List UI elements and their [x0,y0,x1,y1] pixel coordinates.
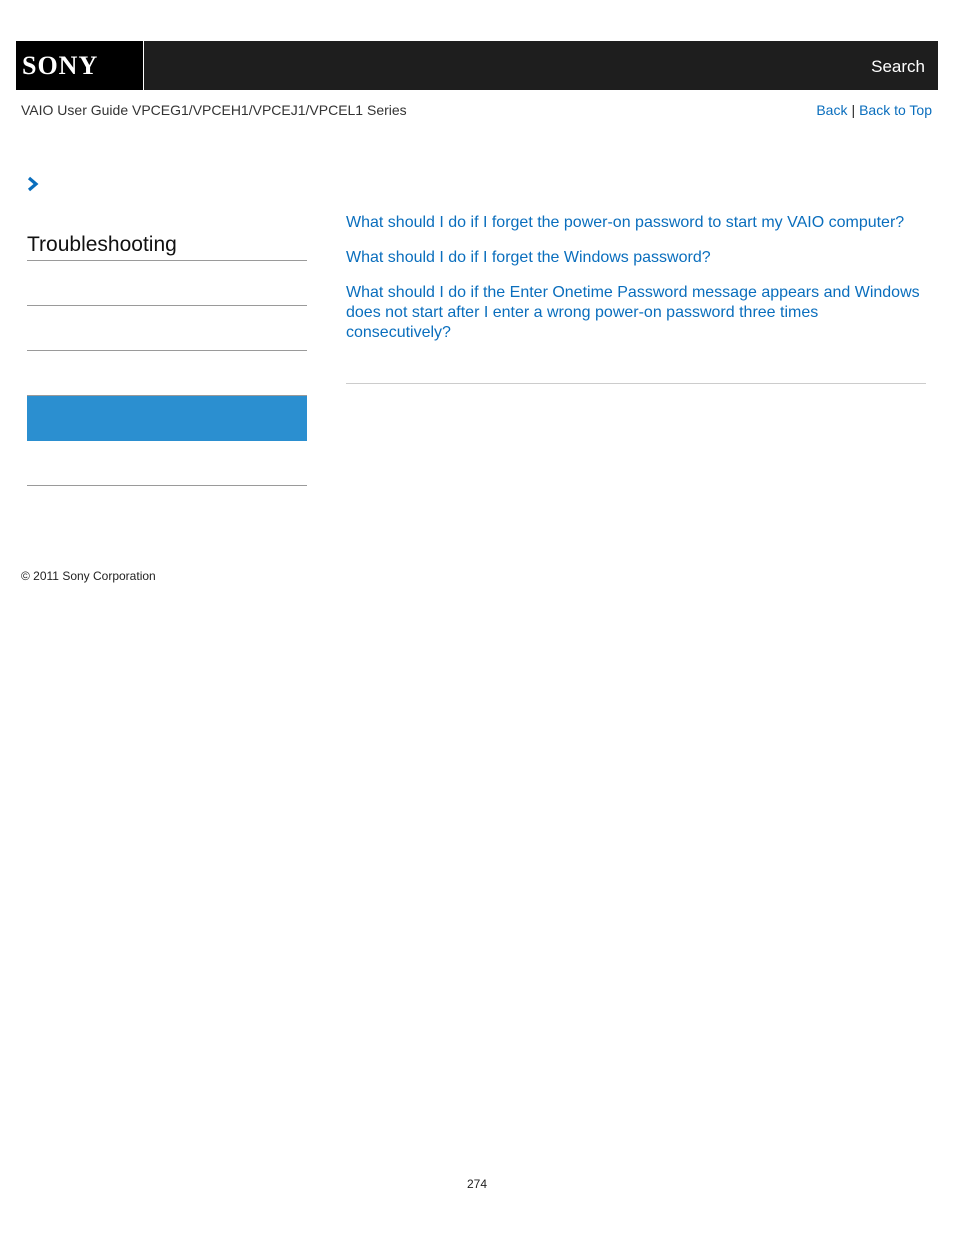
back-link[interactable]: Back [816,102,848,118]
topic-link-windows-password[interactable]: What should I do if I forget the Windows password? [346,249,711,266]
content-divider [346,383,926,384]
topic-link-list [346,213,926,358]
sidebar-title: Troubleshooting [27,215,307,261]
header-navigation-links [816,102,932,119]
chevron-right-icon[interactable] [25,176,41,192]
search-link[interactable]: Search [871,57,925,76]
page-number: 274 [466,1177,488,1191]
sidebar-navigation [27,215,307,486]
link-separator: | [851,102,856,118]
sony-logo-text: SONY [22,51,99,80]
guide-title: VAIO User Guide VPCEG1/VPCEH1/VPCEJ1/VPCEL1 Series [21,102,407,118]
sidebar-item-active[interactable] [27,396,307,441]
topic-link-onetime-password[interactable]: What should I do if the Enter Onetime Password message appears and Windows does not start after I enter a wrong power-on password three times consecutively? [346,284,920,341]
sidebar-item-2[interactable] [27,306,307,351]
sidebar-item-5[interactable] [27,441,307,486]
sidebar-item-3[interactable] [27,351,307,396]
topic-link-power-on-password[interactable]: What should I do if I forget the power-on password to start my VAIO computer? [346,214,905,231]
sidebar-item-1[interactable] [27,261,307,306]
top-navigation-bar [16,41,938,90]
back-to-top-link[interactable]: Back to Top [859,102,932,118]
copyright: © 2011 Sony Corporation [21,569,156,583]
sony-logo [16,41,144,90]
